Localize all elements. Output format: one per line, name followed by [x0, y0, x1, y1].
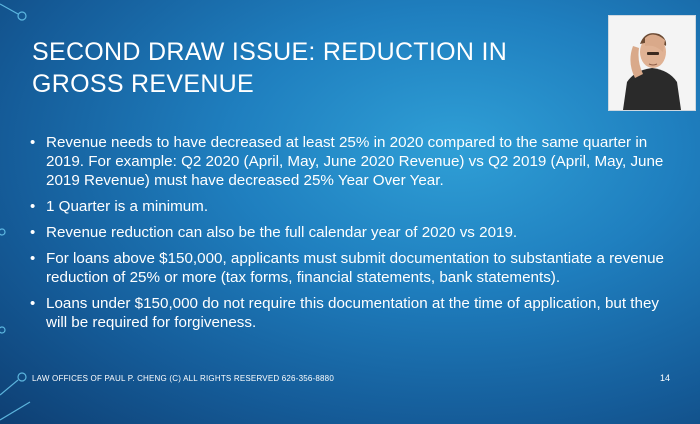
slide-footer: LAW OFFICES OF PAUL P. CHENG (C) ALL RIGHTS RESERVED 626-356-8880 — [32, 374, 334, 383]
bullet-item — [30, 223, 670, 242]
bullet-list — [30, 133, 670, 339]
person-photo — [608, 15, 696, 111]
bullet-item — [30, 249, 670, 287]
page-number: 14 — [659, 373, 670, 383]
bullet-item — [30, 133, 670, 190]
stressed-person-icon — [609, 16, 695, 110]
bullet-text: Revenue reduction can also be the full calendar year of 2020 vs 2019. — [46, 224, 518, 241]
bullet-dot: • — [30, 224, 36, 241]
bullet-dot: • — [30, 134, 36, 151]
bullet-item — [30, 294, 670, 332]
slide-title: SECOND DRAW ISSUE: REDUCTION IN GROSS REVENUE — [32, 38, 508, 98]
bullet-item — [30, 197, 670, 216]
bullet-dot: • — [30, 198, 36, 215]
bullet-text: For loans above $150,000, applicants must submit documentation to substantiate a revenue reduction of 25% or more (tax forms, financial statements, bank statements). — [46, 250, 665, 286]
bullet-text: Revenue needs to have decreased at least 25% in 2020 compared to the same quarter in 2019. For example: Q2 2020 (April, May, June 2020 Revenue) vs Q2 2019 (April, May, June 2019 Revenue) must have decreased 25% Year Over Year. — [46, 134, 664, 189]
bullet-dot: • — [30, 295, 36, 312]
bullet-dot: • — [30, 250, 36, 267]
bullet-text: 1 Quarter is a minimum. — [46, 198, 209, 215]
bullet-text: Loans under $150,000 do not require this documentation at the time of application, but they will be required for forgiveness. — [46, 295, 659, 331]
